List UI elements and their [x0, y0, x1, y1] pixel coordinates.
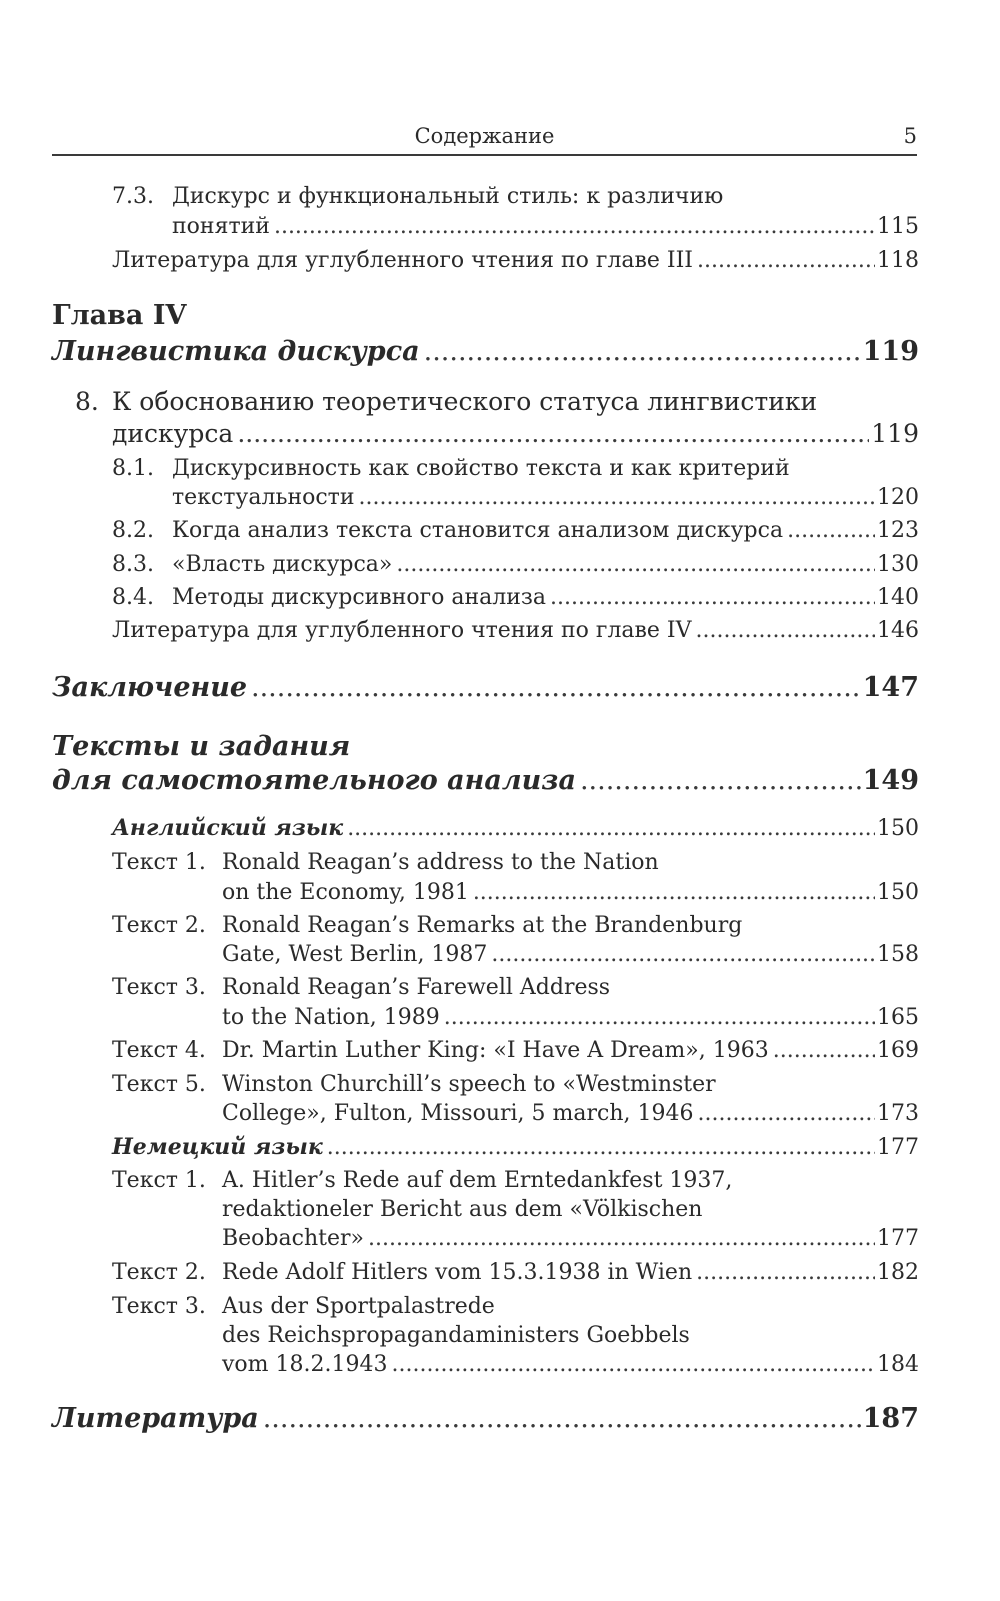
toc-entry-en-text-5[interactable] — [222, 1101, 919, 1126]
toc-entry-conclusion[interactable] — [52, 672, 919, 703]
chapter-4-heading: Глава IV — [52, 300, 187, 331]
header-title: Содержание — [414, 124, 555, 148]
toc-8-page: 119 — [871, 419, 919, 448]
de-text-2-page: 182 — [877, 1260, 919, 1285]
toc-entry-literature[interactable] — [52, 1403, 919, 1434]
header-page-number: 5 — [903, 124, 917, 148]
german-page: 177 — [877, 1135, 919, 1160]
de-text-2-text: Rede Adolf Hitlers vom 15.3.1938 in Wien — [222, 1260, 693, 1285]
leader-dots — [473, 880, 875, 905]
en-text-2-line2: Gate, West Berlin, 1987 — [222, 942, 488, 967]
leader-dots — [444, 1005, 875, 1030]
toc-entry-en-text-4[interactable] — [222, 1038, 919, 1063]
en-text-5-line2: College», Fulton, Missouri, 5 march, 1946 — [222, 1101, 694, 1126]
running-header — [52, 120, 917, 156]
toc-8-4-page: 140 — [877, 585, 919, 610]
toc-entry-de-text-3[interactable] — [222, 1352, 919, 1377]
toc-entry-de-text-1[interactable] — [222, 1226, 919, 1251]
leader-dots — [697, 1101, 875, 1126]
de-text-3-num: Текст 3. — [112, 1294, 206, 1319]
chapter-4-title: Лингвистика дискурса — [52, 336, 420, 367]
leader-dots — [263, 1403, 861, 1434]
conclusion-title: Заключение — [52, 672, 248, 703]
en-text-2-page: 158 — [877, 942, 919, 967]
toc-entry-english[interactable] — [112, 815, 919, 841]
leader-dots — [274, 214, 875, 239]
leader-dots — [327, 1135, 875, 1160]
en-text-3-page: 165 — [877, 1005, 919, 1030]
literature-page: 187 — [862, 1403, 919, 1434]
toc-entry-8-3[interactable] — [172, 552, 919, 577]
en-text-1-page: 150 — [877, 880, 919, 905]
texts-title-line2: для самостоятельного анализа — [52, 765, 576, 796]
de-text-3-page: 184 — [877, 1352, 919, 1377]
en-text-1-line2: on the Economy, 1981 — [222, 880, 469, 905]
chapter-4-page: 119 — [862, 336, 919, 367]
toc-num-8-3: 8.3. — [112, 552, 154, 577]
en-text-3-line2: to the Nation, 1989 — [222, 1005, 440, 1030]
toc-entry-8-1[interactable] — [172, 485, 919, 510]
de-text-3-line3: vom 18.2.1943 — [222, 1352, 388, 1377]
leader-dots — [424, 336, 861, 367]
en-text-3-line1: Ronald Reagan’s Farewell Address — [222, 975, 611, 1000]
toc-lit-ch4-page: 146 — [877, 618, 919, 643]
toc-entry-texts[interactable] — [52, 765, 919, 796]
toc-entry-7-3[interactable] — [172, 214, 919, 239]
toc-entry-german[interactable] — [112, 1134, 919, 1160]
toc-entry-8-4[interactable] — [172, 585, 919, 610]
leader-dots — [237, 419, 869, 448]
toc-entry-chapter-4[interactable] — [52, 336, 919, 367]
en-text-2-line1: Ronald Reagan’s Remarks at the Brandenburg — [222, 913, 743, 938]
toc-8-3-text: «Власть дискурса» — [172, 552, 393, 577]
toc-entry-8-2[interactable] — [172, 518, 919, 543]
en-text-5-line1: Winston Churchill’s speech to «Westminster — [222, 1072, 716, 1097]
en-text-1-line1: Ronald Reagan’s address to the Nation — [222, 850, 659, 875]
toc-entry-en-text-1[interactable] — [222, 880, 919, 905]
toc-entry-8[interactable] — [112, 419, 919, 448]
toc-lit-ch3-page: 118 — [877, 248, 919, 273]
toc-entry-lit-ch3[interactable] — [112, 248, 919, 273]
toc-entry-lit-ch4[interactable] — [112, 618, 919, 643]
en-text-4-page: 169 — [877, 1038, 919, 1063]
de-text-3-line1: Aus der Sportpalastrede — [222, 1294, 495, 1319]
toc-num-8: 8. — [75, 387, 99, 416]
leader-dots — [359, 485, 875, 510]
en-text-3-num: Текст 3. — [112, 975, 206, 1000]
leader-dots — [392, 1352, 876, 1377]
de-text-1-line2: redaktioneler Bericht aus dem «Völkischen — [222, 1197, 703, 1222]
leader-dots — [368, 1226, 875, 1251]
leader-dots — [787, 518, 875, 543]
english-page: 150 — [877, 816, 919, 841]
de-text-1-page: 177 — [877, 1226, 919, 1251]
toc-7-3-page: 115 — [877, 214, 919, 239]
en-text-4-text: Dr. Martin Luther King: «I Have A Dream», 1963 — [222, 1038, 769, 1063]
leader-dots — [580, 765, 861, 796]
leader-dots — [251, 672, 861, 703]
en-text-2-num: Текст 2. — [112, 913, 206, 938]
toc-7-3-line1: Дискурс и функциональный стиль: к различию — [172, 184, 724, 209]
de-text-3-line2: des Reichspropagandaministers Goebbels — [222, 1323, 690, 1348]
toc-lit-ch4-text: Литература для углубленного чтения по главе IV — [112, 618, 692, 643]
de-text-1-line1: A. Hitler’s Rede auf dem Erntedankfest 1937, — [222, 1168, 733, 1193]
en-text-5-num: Текст 5. — [112, 1072, 206, 1097]
de-text-1-line3: Beobachter» — [222, 1226, 364, 1251]
literature-title: Литература — [52, 1403, 259, 1434]
leader-dots — [347, 816, 875, 841]
toc-num-7-3: 7.3. — [112, 184, 154, 209]
toc-entry-en-text-3[interactable] — [222, 1005, 919, 1030]
toc-7-3-line2: понятий — [172, 214, 270, 239]
conclusion-page: 147 — [862, 672, 919, 703]
leader-dots — [396, 552, 875, 577]
toc-8-1-line1: Дискурсивность как свойство текста и как критерий — [172, 456, 790, 481]
leader-dots — [696, 1260, 875, 1285]
toc-8-2-text: Когда анализ текста становится анализом дискурса — [172, 518, 784, 543]
de-text-1-num: Текст 1. — [112, 1168, 206, 1193]
toc-8-1-page: 120 — [877, 485, 919, 510]
toc-num-8-2: 8.2. — [112, 518, 154, 543]
toc-num-8-1: 8.1. — [112, 456, 154, 481]
toc-8-line1: К обоснованию теоретического статуса лингвистики — [112, 387, 818, 416]
leader-dots — [550, 585, 875, 610]
german-title: Немецкий язык — [112, 1134, 323, 1160]
texts-title-line1: Тексты и задания — [52, 731, 351, 762]
de-text-2-num: Текст 2. — [112, 1260, 206, 1285]
toc-num-8-4: 8.4. — [112, 585, 154, 610]
toc-8-line2: дискурса — [112, 419, 234, 448]
en-text-5-page: 173 — [877, 1101, 919, 1126]
toc-entry-de-text-2[interactable] — [222, 1260, 919, 1285]
toc-8-1-line2: текстуальности — [172, 485, 355, 510]
toc-8-4-text: Методы дискурсивного анализа — [172, 585, 547, 610]
leader-dots — [697, 248, 875, 273]
toc-lit-ch3-text: Литература для углубленного чтения по главе III — [112, 248, 694, 273]
en-text-4-num: Текст 4. — [112, 1038, 206, 1063]
en-text-1-num: Текст 1. — [112, 850, 206, 875]
english-title: Английский язык — [112, 815, 344, 841]
leader-dots — [696, 618, 875, 643]
toc-8-2-page: 123 — [877, 518, 919, 543]
texts-page: 149 — [862, 765, 919, 796]
toc-entry-en-text-2[interactable] — [222, 942, 919, 967]
leader-dots — [773, 1038, 875, 1063]
toc-8-3-page: 130 — [877, 552, 919, 577]
leader-dots — [491, 942, 875, 967]
